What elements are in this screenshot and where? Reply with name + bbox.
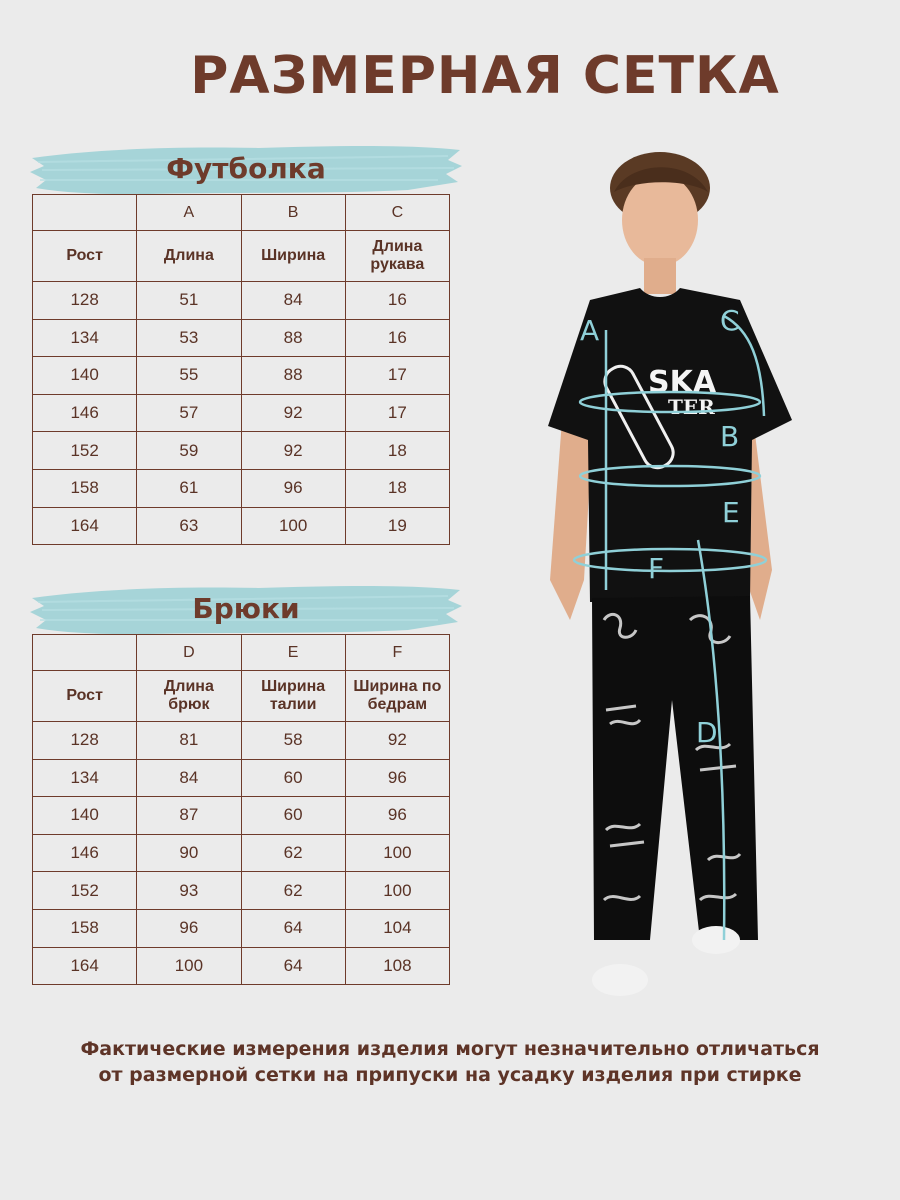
header-letter: F — [345, 635, 449, 671]
table-row — [33, 759, 450, 797]
table-cell: 92 — [241, 432, 345, 470]
measure-label-a: A — [580, 314, 600, 347]
table-row — [33, 432, 450, 470]
table-cell: 92 — [241, 394, 345, 432]
table-cell: 63 — [137, 507, 241, 545]
header-letter — [33, 635, 137, 671]
table-cell: 158 — [33, 909, 137, 947]
header-letter: A — [137, 195, 241, 231]
column-header: Длина рукава — [345, 231, 449, 282]
table-cell: 152 — [33, 872, 137, 910]
column-header: Ширина талии — [241, 671, 345, 722]
table-cell: 18 — [345, 432, 449, 470]
table-cell: 92 — [345, 722, 449, 760]
column-header: Длина брюк — [137, 671, 241, 722]
table-cell: 16 — [345, 319, 449, 357]
table-cell: 58 — [241, 722, 345, 760]
disclaimer-note: Фактические измерения изделия могут незначительно отличаться от размерной сетки на припуски на усадку изделия при стирке — [80, 1038, 820, 1086]
table-row — [33, 469, 450, 507]
table-cell: 57 — [137, 394, 241, 432]
table-cell: 134 — [33, 319, 137, 357]
header-letter — [33, 195, 137, 231]
measure-label-e: E — [722, 496, 740, 529]
table-cell: 96 — [137, 909, 241, 947]
shirt-print-text-1: SKA — [648, 365, 717, 400]
measure-label-f: F — [648, 552, 665, 585]
table-cell: 81 — [137, 722, 241, 760]
left-sock — [592, 964, 648, 996]
table-cell: 62 — [241, 872, 345, 910]
header-letter: C — [345, 195, 449, 231]
table-cell: 96 — [241, 469, 345, 507]
column-header: Рост — [33, 671, 137, 722]
table-cell: 90 — [137, 834, 241, 872]
measure-label-d: D — [696, 716, 718, 749]
column-header: Ширина по бедрам — [345, 671, 449, 722]
table-cell: 17 — [345, 394, 449, 432]
tshirt-title: Футболка — [166, 152, 326, 185]
pants-size-table — [32, 634, 450, 985]
table-cell: 100 — [345, 834, 449, 872]
tshirt-size-table — [32, 194, 450, 545]
table-cell: 96 — [345, 797, 449, 835]
table-cell: 164 — [33, 947, 137, 985]
table-row — [33, 722, 450, 760]
table-row — [33, 507, 450, 545]
table-cell: 59 — [137, 432, 241, 470]
table-cell: 146 — [33, 394, 137, 432]
table-cell: 88 — [241, 357, 345, 395]
model-illustration — [540, 140, 810, 1010]
header-letter: E — [241, 635, 345, 671]
measure-label-c: C — [720, 304, 740, 337]
table-row — [33, 797, 450, 835]
table-cell: 134 — [33, 759, 137, 797]
table-cell: 128 — [33, 722, 137, 760]
page-title: РАЗМЕРНАЯ СЕТКА — [190, 46, 780, 106]
model-figure — [540, 140, 810, 1010]
table-cell: 100 — [241, 507, 345, 545]
pants-title: Брюки — [192, 592, 300, 625]
table-cell: 100 — [137, 947, 241, 985]
table-row — [33, 357, 450, 395]
table-row — [33, 909, 450, 947]
measure-label-b: B — [720, 420, 740, 453]
table-cell: 140 — [33, 797, 137, 835]
table-cell: 16 — [345, 282, 449, 320]
table-cell: 17 — [345, 357, 449, 395]
table-cell: 152 — [33, 432, 137, 470]
table-cell: 88 — [241, 319, 345, 357]
table-row — [33, 319, 450, 357]
pants-banner — [28, 580, 464, 638]
table-cell: 146 — [33, 834, 137, 872]
table-cell: 108 — [345, 947, 449, 985]
table-row — [33, 834, 450, 872]
header-letter: D — [137, 635, 241, 671]
table-row — [33, 872, 450, 910]
table-cell: 158 — [33, 469, 137, 507]
table-cell: 61 — [137, 469, 241, 507]
right-sock — [692, 926, 740, 954]
column-header: Длина — [137, 231, 241, 282]
table-cell: 60 — [241, 797, 345, 835]
table-cell: 87 — [137, 797, 241, 835]
table-cell: 53 — [137, 319, 241, 357]
table-cell: 93 — [137, 872, 241, 910]
table-cell: 164 — [33, 507, 137, 545]
table-cell: 100 — [345, 872, 449, 910]
table-cell: 64 — [241, 947, 345, 985]
shirt-print-text-2: TER — [668, 395, 715, 419]
table-cell: 64 — [241, 909, 345, 947]
table-cell: 84 — [241, 282, 345, 320]
column-header: Ширина — [241, 231, 345, 282]
column-header: Рост — [33, 231, 137, 282]
left-arm — [550, 420, 592, 620]
face — [622, 174, 698, 266]
table-cell: 96 — [345, 759, 449, 797]
tshirt-banner — [28, 140, 464, 198]
table-cell: 19 — [345, 507, 449, 545]
table-cell: 128 — [33, 282, 137, 320]
table-cell: 62 — [241, 834, 345, 872]
header-letter: B — [241, 195, 345, 231]
table-cell: 140 — [33, 357, 137, 395]
table-cell: 104 — [345, 909, 449, 947]
table-cell: 60 — [241, 759, 345, 797]
table-cell: 84 — [137, 759, 241, 797]
table-row — [33, 947, 450, 985]
table-row — [33, 394, 450, 432]
table-cell: 55 — [137, 357, 241, 395]
table-cell: 51 — [137, 282, 241, 320]
pants — [592, 596, 758, 940]
table-row — [33, 282, 450, 320]
table-cell: 18 — [345, 469, 449, 507]
